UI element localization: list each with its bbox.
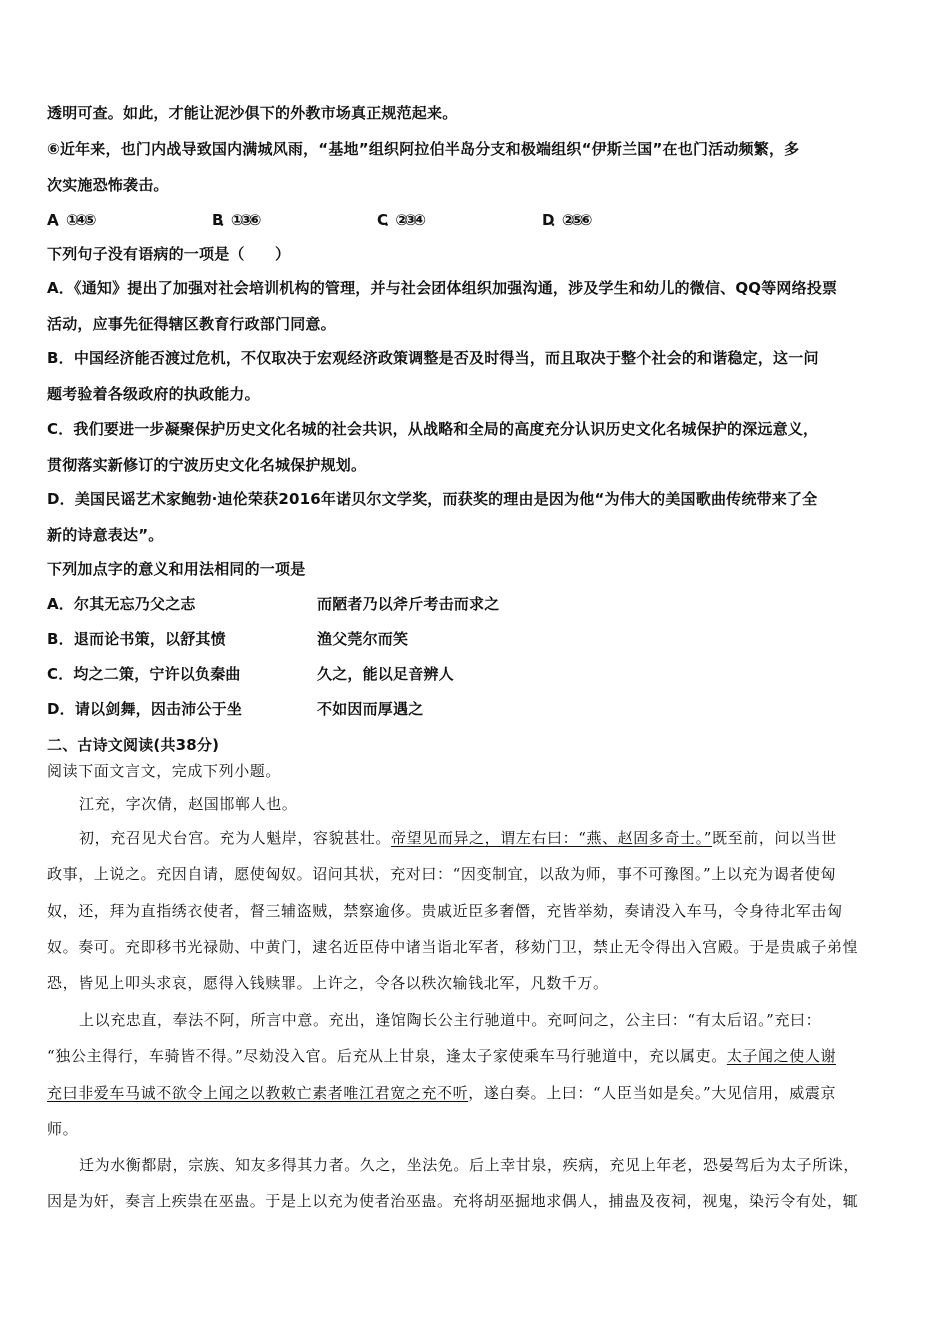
passage-p2-line1: 上以充忠直，奉法不阿，所言中意。充出，逢馆陶长公主行驰道中。充呵问之，公主曰：“有太后诏。”充曰： bbox=[79, 1011, 822, 1029]
underlined-sentence: 充曰非爱车马诚不欲令上闻之以教敕亡素者唯江君宽之充不听 bbox=[47, 1084, 469, 1102]
prev-question-item6-line1: ⑥近年来，也门内战导致国内满城风雨，“基地”组织阿拉伯半岛分支和极端组织“伊斯兰国”在也门活动频繁，多 bbox=[47, 140, 800, 158]
grammar-option-d-line1[interactable]: D．美国民谣艺术家鲍勃·迪伦荣获2016年诺贝尔文学奖，而获奖的理由是因为他“为伟大的美国歌曲传统带来了全 bbox=[47, 490, 818, 508]
section-heading: 二、古诗文阅读(共38分) bbox=[47, 736, 220, 754]
function-word-question-stem: 下列加点字的意义和用法相同的一项是 bbox=[47, 560, 306, 578]
grammar-option-c-line1[interactable]: C．我们要进一步凝聚保护历史文化名城的社会共识，从战略和全局的高度充分认识历史文化名城保护的深远意义， bbox=[47, 420, 819, 438]
option-d[interactable]: D．②⑤⑥ bbox=[542, 211, 589, 229]
option-left: B．退而论书策，以舒其愤 bbox=[47, 630, 226, 648]
passage-text: “独公主得行，车骑皆不得。”尽劾没入官。后充从上甘泉，逢太子家使乘车马行驰道中，充以属吏。 bbox=[47, 1047, 727, 1065]
prev-question-item6-line2: 次实施恐怖袭击。 bbox=[47, 176, 169, 194]
passage-text: 初，充召见犬台宫。充为人魁岸，容貌甚壮。 bbox=[79, 829, 392, 847]
option-left: C．均之二策，宁许以负秦曲 bbox=[47, 665, 241, 683]
passage-p2-line3 bbox=[47, 1082, 836, 1103]
passage-p1-line4: 奴。奏可。充即移书光禄勋、中黄门，逮名近臣侍中诸当诣北军者，移劾门卫，禁止无令得出入宫殿。于是贵戚子弟惶 bbox=[47, 938, 859, 956]
passage-p1-line2: 政事，上说之。充因自请，愿使匈奴。诏问其状，充对曰：“因变制宜，以敌为师，事不可豫图。”上以充为谒者使匈 bbox=[47, 865, 837, 883]
grammar-option-a-line2[interactable]: 活动，应事先征得辖区教育行政部门同意。 bbox=[47, 315, 336, 333]
passage-text: ，遂白奏。上曰：“人臣当如是矣。”大见信用，威震京 bbox=[468, 1084, 837, 1102]
grammar-option-a-line1[interactable]: A．《通知》提出了加强对社会培训机构的管理，并与社会团体组织加强沟通，涉及学生和幼儿的微信、QQ等网络投票 bbox=[47, 279, 838, 297]
grammar-option-d-line2[interactable]: 新的诗意表达”。 bbox=[47, 526, 164, 544]
option-left: A．尔其无忘乃父之志 bbox=[47, 595, 196, 613]
function-word-option-c[interactable] bbox=[47, 663, 747, 683]
passage-p2-line4: 师。 bbox=[47, 1120, 79, 1138]
section-instruction: 阅读下面文言文，完成下列小题。 bbox=[47, 762, 282, 780]
passage-p1-line3: 奴，还，拜为直指绣衣使者，督三辅盗贼，禁察逾侈。贵戚近臣多奢僭，充皆举劾，奏请没入车马，令身待北军击匈 bbox=[47, 902, 843, 920]
option-a[interactable]: A．①④⑤ bbox=[47, 211, 93, 229]
passage-p1-line1 bbox=[79, 827, 837, 848]
option-right: 渔父莞尔而笑 bbox=[317, 630, 409, 648]
underlined-sentence: 帝望见而异之，谓左右曰：“燕、赵固多奇士。” bbox=[391, 829, 713, 847]
passage-p0: 江充，字次倩，赵国邯郸人也。 bbox=[79, 795, 298, 813]
function-word-option-a[interactable] bbox=[47, 593, 747, 613]
passage-p3-line2: 因是为奸，奏言上疾祟在巫蛊。于是上以充为使者治巫蛊。充将胡巫掘地求偶人，捕蛊及夜祠，视鬼，染污令有处，辄 bbox=[47, 1192, 859, 1210]
passage-p1-line5: 恐，皆见上叩头求哀，愿得入钱赎罪。上许之，令各以秩次输钱北军，凡数千万。 bbox=[47, 974, 609, 992]
function-word-option-d[interactable] bbox=[47, 698, 747, 718]
option-left: D．请以剑舞，因击沛公于坐 bbox=[47, 700, 243, 718]
grammar-question-stem: 下列句子没有语病的一项是（ ） bbox=[47, 245, 291, 263]
option-b[interactable]: B．①③⑥ bbox=[212, 211, 258, 229]
passage-text: 既至前，问以当世 bbox=[712, 829, 837, 847]
function-word-option-b[interactable] bbox=[47, 628, 747, 648]
option-right: 不如因而厚遇之 bbox=[317, 700, 424, 718]
prev-question-options bbox=[47, 209, 907, 229]
passage-p3-line1: 迁为水衡都尉，宗族、知友多得其力者。久之，坐法免。后上幸甘泉，疾病，充见上年老，恐晏驾后为太子所诛， bbox=[79, 1156, 860, 1174]
underlined-sentence: 太子闻之使人谢 bbox=[726, 1047, 837, 1065]
passage-p2-line2 bbox=[47, 1045, 836, 1066]
grammar-option-c-line2[interactable]: 贯彻落实新修订的宁波历史文化名城保护规划。 bbox=[47, 456, 367, 474]
option-right: 而陋者乃以斧斤考击而求之 bbox=[317, 595, 500, 613]
prev-question-line: 透明可查。如此，才能让泥沙俱下的外教市场真正规范起来。 bbox=[47, 104, 458, 122]
option-c[interactable]: C．②③④ bbox=[377, 211, 423, 229]
grammar-option-b-line2[interactable]: 题考验着各级政府的执政能力。 bbox=[47, 385, 260, 403]
option-right: 久之，能以足音辨人 bbox=[317, 665, 454, 683]
grammar-option-b-line1[interactable]: B．中国经济能否渡过危机，不仅取决于宏观经济政策调整是否及时得当，而且取决于整个社会的和谐稳定，这一问 bbox=[47, 349, 819, 367]
